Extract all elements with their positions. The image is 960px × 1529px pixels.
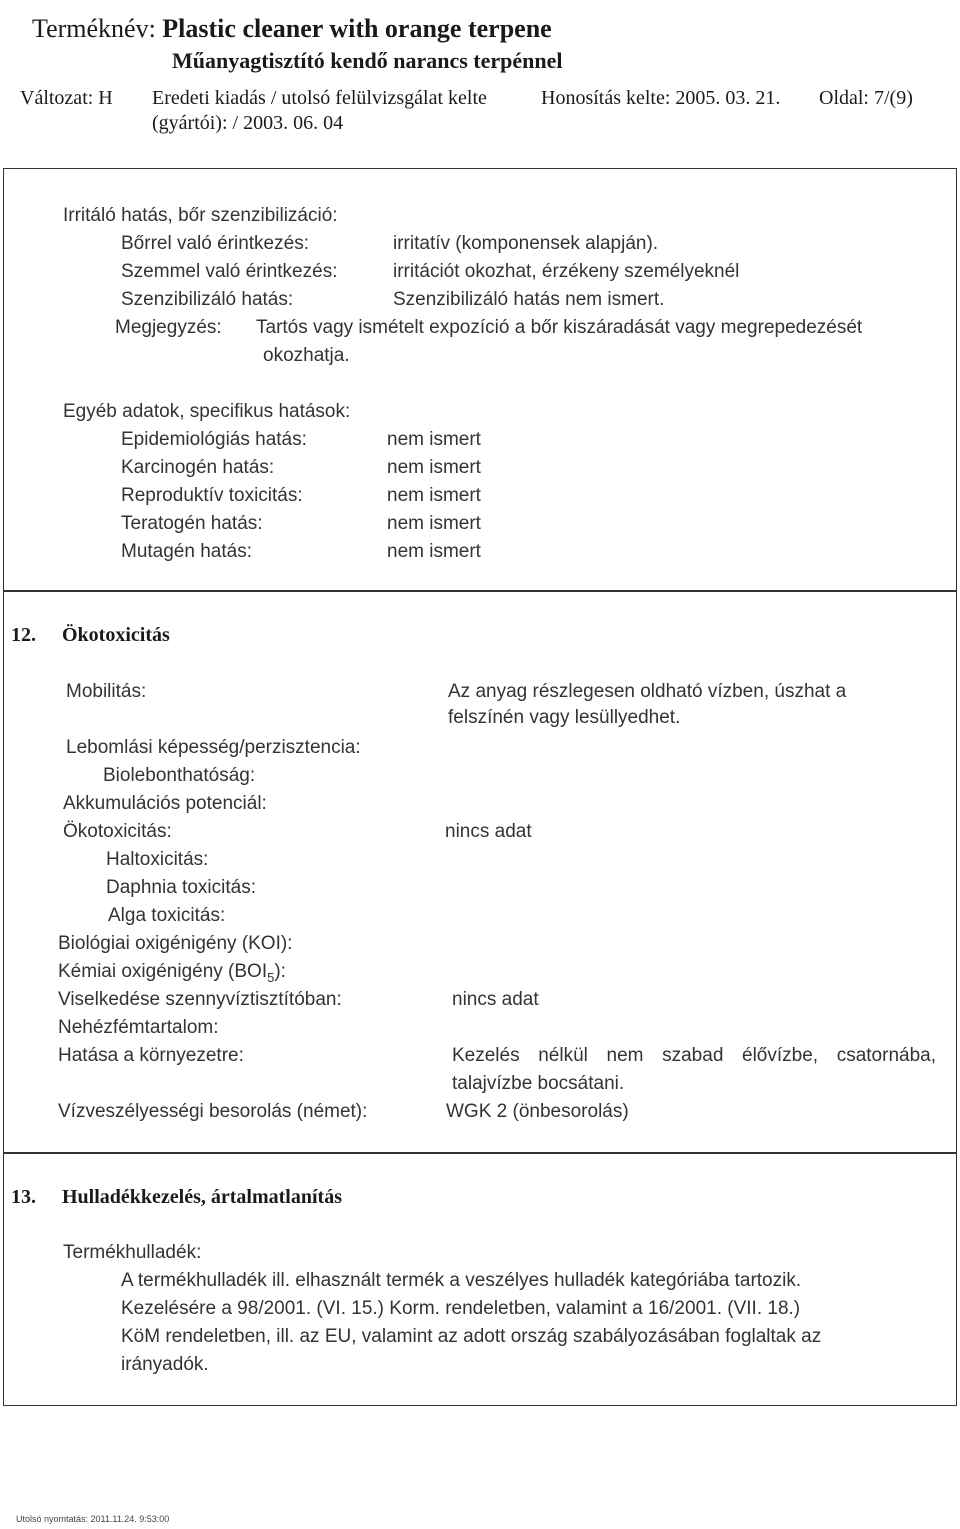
section-13-number: 13. [11, 1186, 36, 1208]
print-date: Utolsó nyomtatás: 2011.11.24. 9:53:00 [16, 1514, 170, 1524]
koi-label: Biológiai oxigénigény (KOI): [58, 933, 293, 954]
effect-value: nem ismert [387, 541, 481, 562]
section-13-title: Hulladékkezelés, ártalmatlanítás [62, 1186, 342, 1208]
wgk-value: WGK 2 (önbesorolás) [446, 1101, 629, 1122]
section-12-title: Ökotoxicitás [62, 624, 170, 646]
environment-effect-value: Kezelés nélkül nem szabad élővízbe, csatornába, [452, 1045, 936, 1066]
effect-value: nem ismert [387, 429, 481, 450]
ecotoxicity-label: Ökotoxicitás: [63, 821, 172, 842]
skin-contact-label: Bőrrel való érintkezés: [121, 233, 309, 254]
heavy-metal-label: Nehézfémtartalom: [58, 1017, 219, 1038]
boi-label-end: ): [274, 961, 286, 982]
eye-contact-value: irritációt okozhat, érzékeny személyeknél [393, 261, 740, 282]
waste-text-line: irányadók. [121, 1354, 209, 1375]
boi-label [58, 962, 286, 984]
effect-value: nem ismert [387, 513, 481, 534]
mobility-value-cont: felszínén vagy lesüllyedhet. [448, 707, 681, 728]
mobility-label: Mobilitás: [66, 681, 147, 702]
note-value: Tartós vagy ismételt expozíció a bőr kiszáradását vagy megrepedezését [256, 317, 863, 338]
daphnia-toxicity-label: Daphnia toxicitás: [106, 877, 256, 898]
waste-text-line: KöM rendeletben, ill. az EU, valamint az adott ország szabályozásában foglaltak az [121, 1326, 822, 1347]
skin-contact-value: irritatív (komponensek alapján). [393, 233, 659, 254]
effect-label: Karcinogén hatás: [121, 457, 275, 478]
accumulation-label: Akkumulációs potenciál: [63, 793, 267, 814]
sewage-value: nincs adat [452, 989, 539, 1010]
original-issue-date: (gyártói): / 2003. 06. 04 [152, 112, 344, 134]
ecotoxicity-value: nincs adat [445, 821, 532, 842]
eye-contact-label: Szemmel való érintkezés: [121, 261, 338, 282]
fish-toxicity-label: Haltoxicitás: [106, 849, 209, 870]
mobility-value: Az anyag részlegesen oldható vízben, úszhat a [448, 681, 847, 702]
waste-text-line: Kezelésére a 98/2001. (VI. 15.) Korm. rendeletben, valamint a 16/2001. (VII. 18.) [121, 1298, 801, 1319]
page-number: Oldal: 7/(9) [819, 87, 913, 109]
section-12-number: 12. [11, 624, 36, 646]
localization-date: Honosítás kelte: 2005. 03. 21. [541, 87, 781, 109]
waste-text-line: A termékhulladék ill. elhasznált termék a veszélyes hulladék kategóriába tartozik. [121, 1270, 802, 1291]
sensitization-value: Szenzibilizáló hatás nem ismert. [393, 289, 665, 310]
biodegradability-label: Biolebonthatóság: [103, 765, 256, 786]
section-12-box [3, 590, 957, 1154]
sensitization-label: Szenzibilizáló hatás: [121, 289, 294, 310]
product-name: Plastic cleaner with orange terpene [162, 14, 552, 43]
alga-toxicity-label: Alga toxicitás: [108, 905, 226, 926]
product-subtitle: Műanyagtisztító kendő narancs terpénnel [172, 48, 563, 73]
wgk-label: Vízveszélyességi besorolás (német): [58, 1101, 368, 1122]
effect-label: Epidemiológiás hatás: [121, 429, 307, 450]
environment-effect-label: Hatása a környezetre: [58, 1045, 244, 1066]
effect-value: nem ismert [387, 457, 481, 478]
version: Változat: H [20, 87, 113, 109]
boi-label-text: Kémiai oxigénigény (BOI [58, 961, 268, 982]
irritation-title: Irritáló hatás, bőr szenzibilizáció: [63, 205, 338, 226]
note-value-cont: okozhatja. [263, 345, 350, 366]
environment-effect-value-cont: talajvízbe bocsátani. [452, 1073, 625, 1094]
degradability-label: Lebomlási képesség/perzisztencia: [66, 737, 361, 758]
product-waste-label: Termékhulladék: [63, 1242, 202, 1263]
effect-label: Reproduktív toxicitás: [121, 485, 303, 506]
boi-subscript: 5 [267, 969, 275, 985]
note-label: Megjegyzés: [115, 317, 222, 338]
original-issue: Eredeti kiadás / utolsó felülvizsgálat kelte [152, 87, 487, 109]
effect-value: nem ismert [387, 485, 481, 506]
effect-label: Teratogén hatás: [121, 513, 263, 534]
effect-label: Mutagén hatás: [121, 541, 252, 562]
sewage-label: Viselkedése szennyvíztisztítóban: [58, 989, 342, 1010]
product-name-label: Terméknév: [32, 14, 156, 43]
product-name-line [32, 16, 552, 42]
other-effects-title: Egyéb adatok, specifikus hatások: [63, 401, 351, 422]
